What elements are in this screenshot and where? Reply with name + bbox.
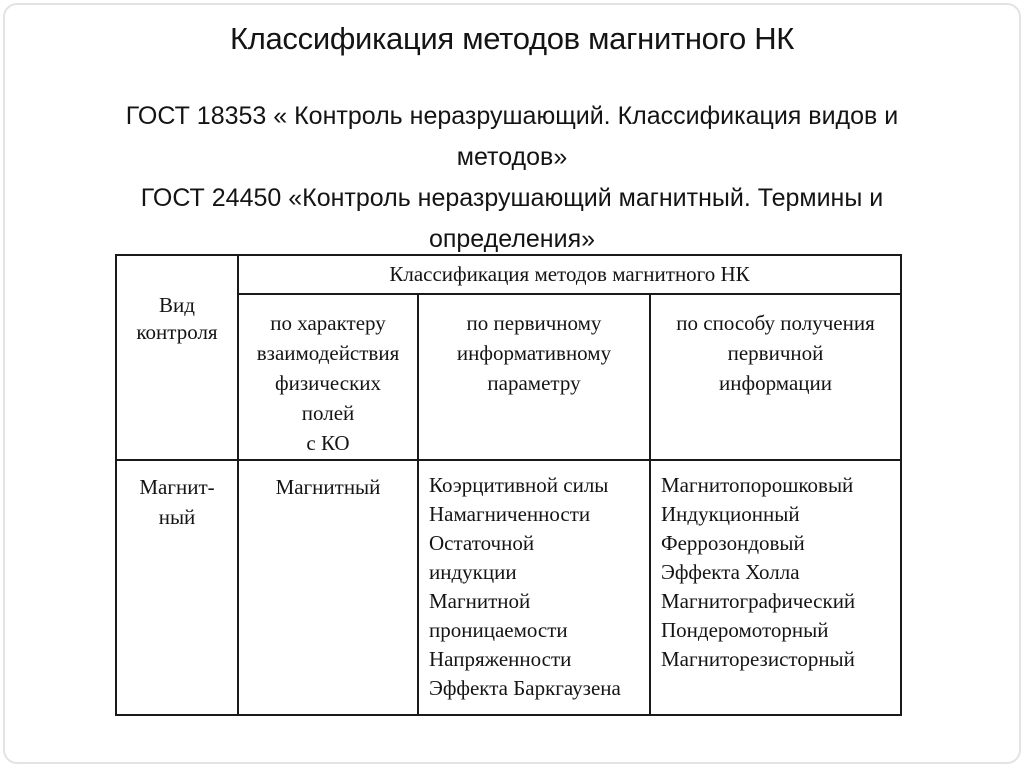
header-cell-information-acquisition	[650, 294, 901, 460]
header-cell-informative-parameter	[418, 294, 650, 460]
text-line: полей	[301, 401, 355, 425]
text-line: проницаемости	[429, 618, 568, 642]
text-line: Пондеромоторный	[661, 618, 829, 642]
text-line: Намагниченности	[429, 502, 591, 526]
text-line: Остаточной	[429, 531, 535, 555]
text-line: по способу получения	[676, 311, 875, 335]
text-line: физических	[274, 371, 382, 395]
page-title: Классификация методов магнитного НК	[229, 21, 795, 56]
data-cell-control-kind	[116, 460, 238, 715]
data-cell-acquisition-methods	[650, 460, 901, 715]
text-line: Магнитопорошковый	[661, 473, 854, 497]
text-line: по характеру	[270, 311, 386, 335]
table-header-row-1	[116, 255, 901, 294]
text-line: индукции	[429, 560, 517, 584]
text-line: Индукционный	[661, 502, 800, 526]
header-cell-classification-span: Классификация методов магнитного НК	[238, 255, 901, 294]
text-line: информативному	[456, 341, 612, 365]
data-cell-informative-parameters	[418, 460, 650, 715]
text-line: Эффекта Холла	[661, 560, 800, 584]
text-line: с КО	[306, 431, 350, 455]
text-line: контроля	[136, 320, 218, 344]
text-line: Феррозондовый	[661, 531, 805, 555]
text-line: информации	[719, 371, 832, 395]
header-cell-interaction-nature	[238, 294, 418, 460]
text-line: Магнит-	[139, 475, 215, 499]
text-line: взаимодействия	[256, 341, 400, 365]
text-line: Коэрцитивной силы	[429, 473, 609, 497]
text-line: Вид	[159, 293, 195, 317]
text-line: Напряженности	[429, 647, 572, 671]
text-line: методов»	[456, 143, 568, 171]
text-line: первичной	[727, 341, 824, 365]
text-line: определения»	[428, 225, 596, 253]
text-line: Эффекта Баркгаузена	[429, 676, 621, 700]
header-cell-control-kind	[116, 255, 238, 460]
text-line: ный	[158, 505, 196, 529]
table-data-row	[116, 460, 901, 715]
text-line: ГОСТ 24450 «Контроль неразрушающий магнитный. Термины и	[140, 184, 884, 212]
text-line: по первичному	[466, 311, 602, 335]
classification-table	[115, 254, 902, 716]
gost-references	[90, 96, 934, 260]
text-line: Магнитографический	[661, 589, 856, 613]
text-line: Магниторезисторный	[661, 647, 855, 671]
text-line: Магнитной	[429, 589, 531, 613]
text-line: ГОСТ 18353 « Контроль неразрушающий. Классификация видов и	[125, 102, 899, 130]
text-line: параметру	[487, 371, 581, 395]
data-cell-interaction-nature	[238, 460, 418, 715]
text-line: Магнитный	[275, 475, 381, 499]
